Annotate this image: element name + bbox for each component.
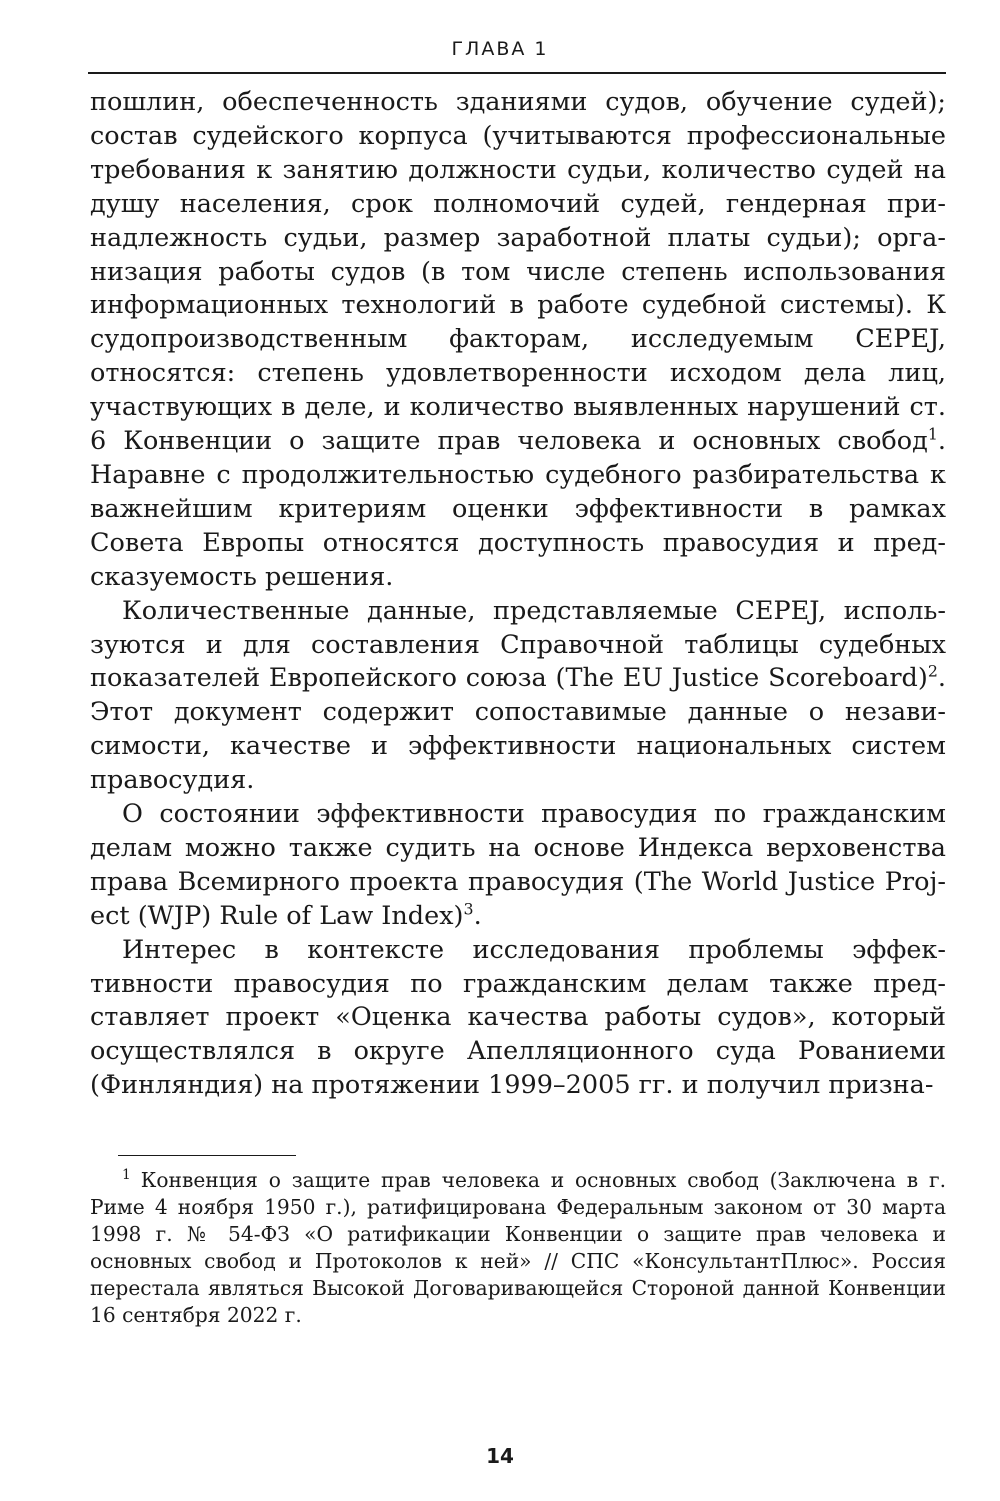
paragraph-3 [90,798,946,934]
paragraph-2-text-b: . Этот документ содержит сопоставимые данные о независимости, качестве и эффективности национальных систем правосудия. [90,663,946,796]
paragraph-4: Интерес в контексте исследования проблемы эффективности правосудия по гражданским делам также представляет проект «Оценка качества работы судов», который осуществлялся в округе Апелляционного суда Рованиеми (Финляндия) на протяжении 1999–2005 гг. и получил призна- [90,934,946,1101]
paragraph-1-text-a: пошлин, обеспеченность зданиями судов, обучение судей); состав судейского корпуса (учитываются профессиональные требования к занятию должности судьи, количество судей на душу населения, срок полномочий судей, гендерная принадлежность судьи, размер заработной платы судьи); организация работы судов (в том числе степень использования информационных технологий в работе судебной системы). К судопроизводственным факторам, исследуемым CEPEJ, относятся: степень удовлетворенности исходом дела лиц, участвующих в деле, и количество выявленных нарушений ст. 6 Конвенции о защите прав человека и основных свобод [90,87,946,457]
header-rule [88,72,946,74]
paragraph-1-text-b: . Наравне с продолжительностью судебного разбирательства к важнейшим критериям оценки эффективности в рамках Совета Европы относятся доступность правосудия и предсказуемость решения. [90,426,946,592]
footnote-ref-1: 1 [927,424,938,444]
paragraph-3-text-b: . [473,900,482,931]
footnote-rule [118,1155,296,1156]
paragraph-3-text-a: О состоянии эффективности правосудия по гражданским делам можно также судить на основе Индекса верховенства права Всемирного проекта правосудия (The World Justice Project (WJP) Rule of Law Index) [90,799,946,931]
body-text [90,86,946,1103]
footnote-1 [90,1167,946,1329]
footnote-1-text: Конвенция о защите прав человека и основных свобод (Заключена в г. Риме 4 ноября 1950 г.), ратифицирована Федеральным законом от 30 марта 1998 г. № 54-ФЗ «О ратификации Конвенции о защите прав человека и основных свобод и Протоколов к ней» // СПС «КонсультантПлюс». Россия перестала являться Высокой Договаривающейся Стороной данной Конвенции 16 сентября 2022 г. [90,1168,946,1327]
running-header: ГЛАВА 1 [451,38,549,60]
footnote-ref-2: 2 [927,661,938,681]
footnote-ref-3: 3 [463,899,474,919]
paragraph-1 [90,86,946,595]
paragraph-2 [90,595,946,798]
page-number: 14 [486,1444,514,1468]
footnotes [90,1167,946,1329]
paragraph-2-text-a: Количественные данные, представляемые CEPEJ, используются и для составления Справочной таблицы судебных показателей Европейского союза (The EU Justice Scoreboard) [90,595,946,694]
footnote-1-mark: 1 [122,1167,131,1184]
